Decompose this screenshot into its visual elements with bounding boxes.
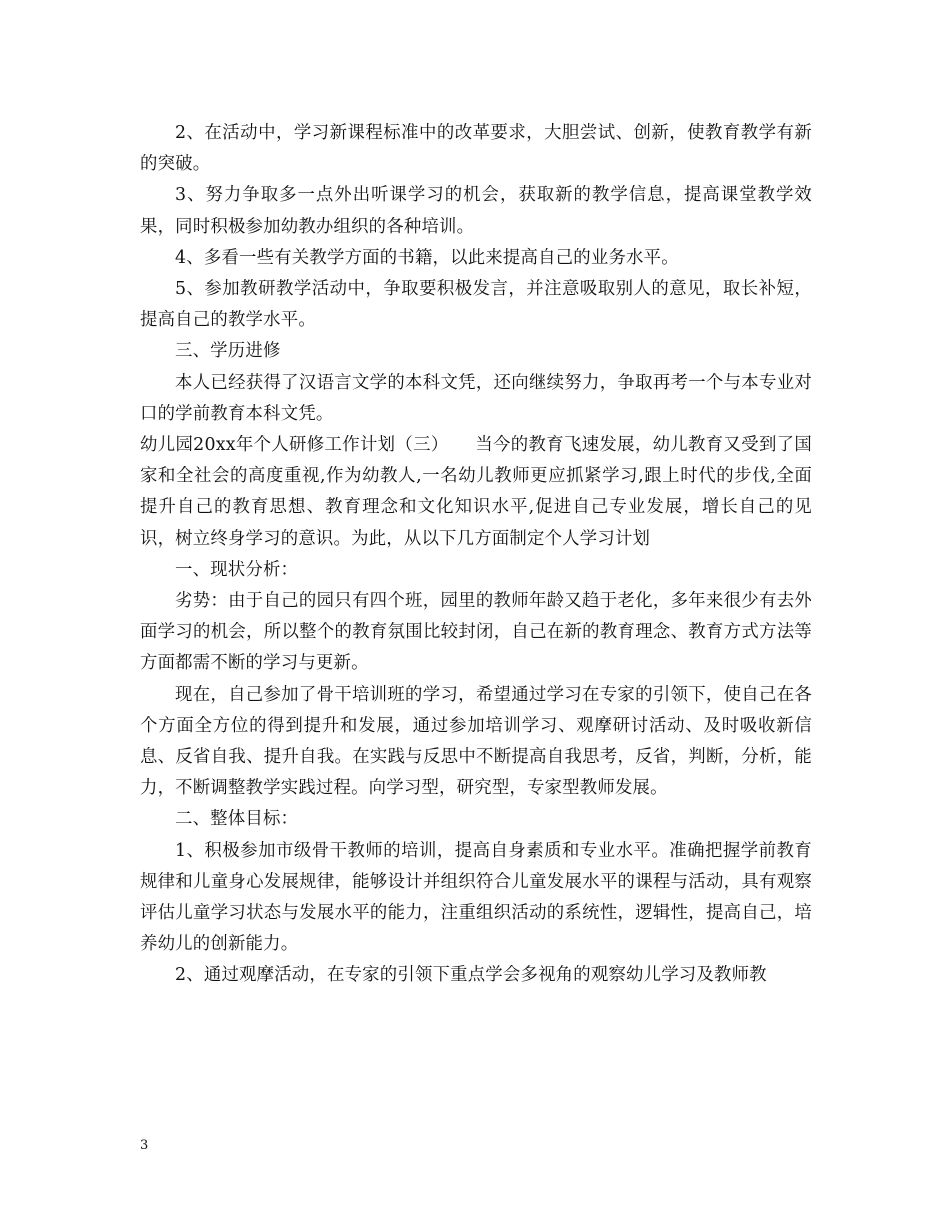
section-heading-analysis: 一、现状分析： [175, 559, 299, 580]
document-body [140, 118, 812, 992]
paragraph-9: 劣势：由于自己的园只有四个班，园里的教师年龄又趋于老化，多年来很少有去外面学习的机会，所以整个的教育氛围比较封闭，自己在新的教育理念、教育方式方法等方面都需不断的学习与更新。 [140, 591, 812, 674]
paragraph-13: 2、通过观摩活动，在专家的引领下重点学会多视角的观察幼儿学习及教师教 [175, 965, 767, 986]
section-heading-education: 三、学历进修 [175, 341, 281, 362]
paragraph-6: 本人已经获得了汉语言文学的本科文凭，还向继续努力，争取再考一个与本专业对口的学前教育本科文凭。 [140, 372, 812, 424]
paragraph-4: 5、参加教研教学活动中，争取要积极发言，并注意吸取别人的意见，取长补短，提高自己的教学水平。 [140, 279, 812, 331]
paragraph-10: 现在，自己参加了骨干培训班的学习，希望通过学习在专家的引领下，使自己在各个方面全方位的得到提升和发展，通过参加培训学习、观摩研讨活动、及时吸收新信息、反省自我、提升自我。在实践与反思中不断提高自我思考，反省，判断，分析，能力，不断调整教学实践过程。向学习型，研究型，专家型教师发展。 [140, 684, 812, 799]
section-heading-goals: 二、整体目标： [175, 809, 299, 830]
paragraph-1: 2、在活动中，学习新课程标准中的改革要求，大胆尝试、创新，使教育教学有新的突破。 [140, 123, 812, 175]
paragraph-12: 1、积极参加市级骨干教师的培训，提高自身素质和专业水平。准确把握学前教育规律和儿童身心发展规律，能够设计并组织符合儿童发展水平的课程与活动，具有观察评估儿童学习状态与发展水平的能力，注重组织活动的系统性，逻辑性，提高自己，培养幼儿的创新能力。 [140, 840, 812, 955]
plan-title-paragraph: 幼儿园20xx年个人研修工作计划（三） 当今的教育飞速发展，幼儿教育又受到了国家和全社会的高度重视,作为幼教人,一名幼儿教师更应抓紧学习,跟上时代的步伐,全面提升自己的教育思想、教育理念和文化知识水平,促进自己专业发展，增长自己的见识，树立终身学习的意识。为此，从以下几方面制定个人学习计划 [140, 435, 812, 549]
page-number: 3 [140, 1138, 149, 1153]
paragraph-3: 4、多看一些有关教学方面的书籍，以此来提高自己的业务水平。 [175, 247, 679, 268]
paragraph-2: 3、努力争取多一点外出听课学习的机会，获取新的教学信息，提高课堂教学效果，同时积极参加幼教办组织的各种培训。 [140, 185, 812, 237]
